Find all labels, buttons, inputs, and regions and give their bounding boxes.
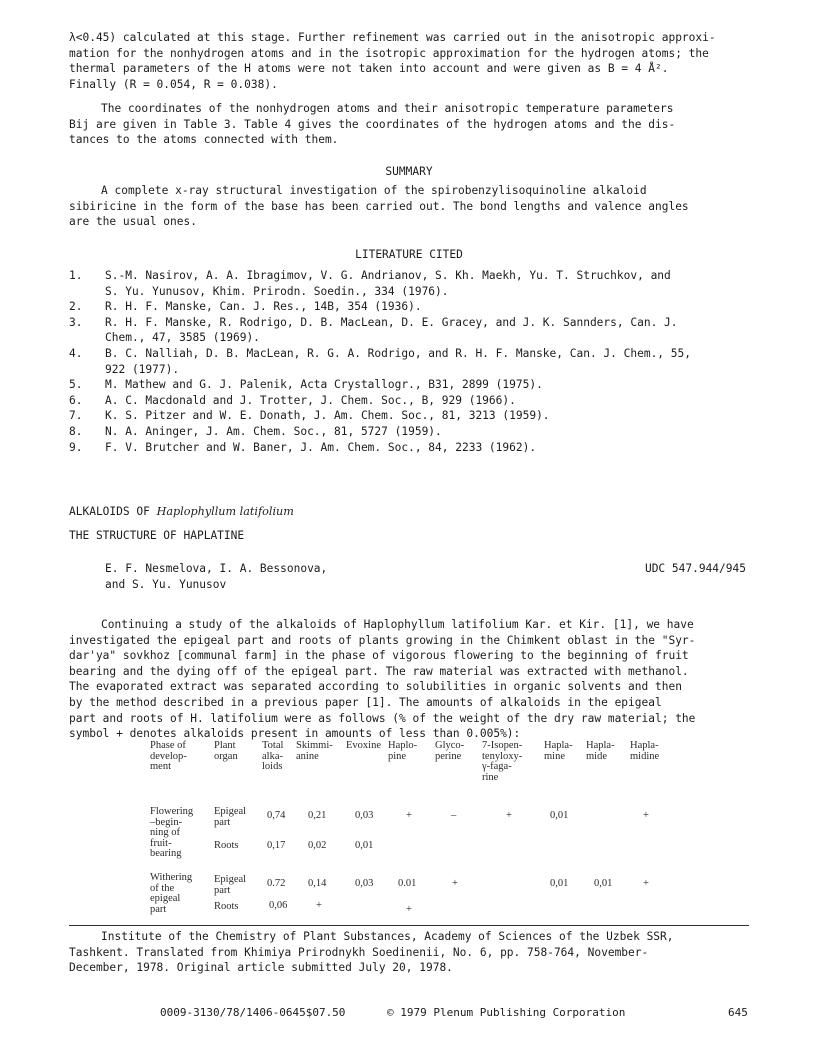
text-line: A complete x-ray structural investigation of the spirobenzylisoquinoline alkaloid [101, 184, 647, 197]
organ-cell: Epigeal part [214, 874, 247, 896]
summary-heading: SUMMARY [385, 165, 433, 178]
coords-paragraph [69, 101, 749, 148]
table-cell: + [506, 810, 512, 821]
table-cell: – [451, 810, 457, 821]
reference-text: A. C. Macdonald and J. Trotter, J. Chem. Soc., B, 929 (1966). [105, 393, 516, 407]
intro-paragraph [69, 30, 749, 92]
alkaloid-table [150, 741, 680, 917]
table-cell: 0,02 [308, 840, 327, 851]
text-line: are the usual ones. [69, 215, 197, 229]
summary-paragraph [69, 183, 749, 230]
table-cell: 0,01 [550, 878, 569, 889]
reference-text: K. S. Pitzer and W. E. Donath, J. Am. Chem. Soc., 81, 3213 (1959). [105, 409, 550, 423]
table-header: Skimmi- anine [296, 740, 333, 762]
reference-text: 922 (1977). [105, 362, 180, 376]
table-cell: + [643, 810, 649, 821]
article-title [69, 504, 294, 520]
literature-heading: LITERATURE CITED [355, 248, 463, 261]
table-header: Plant organ [214, 740, 238, 762]
reference-text: M. Mathew and G. J. Palenik, Acta Crystallogr., B31, 2899 (1975). [105, 378, 543, 392]
text-line: bearing and the dying off of the epigeal part. The raw material was extracted with methanol. [69, 664, 689, 678]
table-cell: 0.01 [398, 878, 417, 889]
authors-line: and S. Yu. Yunusov [105, 577, 227, 591]
table-cell: 0,03 [355, 878, 374, 889]
reference-item [69, 408, 759, 424]
authors [105, 561, 327, 592]
reference-item [69, 268, 759, 299]
reference-text: R. H. F. Manske, R. Rodrigo, D. B. MacLean, D. E. Gracey, and J. K. Sannders, Can. J. [105, 315, 678, 329]
text-line: Tashkent. Translated from Khimiya Prirodnykh Soedinenii, No. 6, pp. 758-764, November- [69, 945, 649, 959]
reference-number: 7. [69, 409, 83, 423]
article-subtitle: THE STRUCTURE OF HAPLATINE [69, 529, 245, 542]
table-header: Hapla- midine [630, 740, 660, 762]
organ-cell: Roots [214, 840, 239, 851]
reference-text: N. A. Aninger, J. Am. Chem. Soc., 81, 5727 (1959). [105, 424, 442, 438]
table-header: Hapla- mine [544, 740, 573, 762]
organ-cell: Roots [214, 901, 239, 912]
text-line: symbol + denotes alkaloids present in amounts of less than 0.005%): [69, 727, 521, 741]
reference-number: 9. [69, 440, 83, 454]
table-cell: 0,06 [269, 900, 288, 911]
text-line: dar'ya" sovkhoz [communal farm] in the phase of vigorous flowering to the beginning of fruit [69, 649, 689, 663]
reference-item [69, 424, 759, 440]
copyright-notice: © 1979 Plenum Publishing Corporation [387, 1006, 626, 1019]
text-line: λ<0.45) calculated at this stage. Further refinement was carried out in the anisotropic approxi- [69, 31, 716, 44]
article-title-species: Haplophyllum latifolium [156, 505, 294, 518]
reference-item [69, 440, 759, 456]
article-title-prefix: ALKALOIDS OF [69, 505, 157, 518]
table-cell: 0,14 [308, 878, 327, 889]
table-cell: 0,74 [267, 810, 286, 821]
table-cell: + [406, 810, 412, 821]
reference-number: 4. [69, 346, 83, 360]
table-cell: 0,01 [550, 810, 569, 821]
phase-label: Withering of the epigeal part [150, 872, 193, 915]
table-cell: 0,21 [308, 810, 327, 821]
reference-item [69, 315, 759, 346]
text-line: by the method described in a previous paper [1]. The amounts of alkaloids in the epigeal [69, 695, 662, 709]
table-header: Hapla- mide [586, 740, 615, 762]
text-line: Bij are given in Table 3. Table 4 gives the coordinates of the hydrogen atoms and the dis- [69, 117, 676, 131]
article-code: 0009-3130/78/1406-0645$07.50 [160, 1006, 346, 1019]
table-header: 7-Isopen- tenyloxy- γ-faga- rine [482, 740, 523, 783]
text-line: Finally (R = 0.054, R = 0.038). [69, 77, 278, 91]
reference-number: 5. [69, 378, 83, 392]
reference-item [69, 299, 759, 315]
table-header: Evoxine [346, 740, 381, 751]
affiliation-note [69, 929, 749, 976]
footnote-rule [69, 925, 749, 926]
table-header: Glyco- perine [435, 740, 465, 762]
reference-item [69, 346, 759, 377]
text-line: Institute of the Chemistry of Plant Substances, Academy of Sciences of the Uzbek SSR, [101, 930, 674, 943]
reference-number: 1. [69, 269, 83, 282]
reference-text: S.-M. Nasirov, A. A. Ibragimov, V. G. Andrianov, S. Kh. Maekh, Yu. T. Struchkov, and [105, 269, 671, 282]
reference-number: 2. [69, 300, 83, 314]
reference-number: 6. [69, 393, 83, 407]
table-cell: + [406, 904, 412, 915]
table-cell: 0,03 [355, 810, 374, 821]
table-cell: + [452, 878, 458, 889]
text-line: part and roots of H. latifolium were as follows (% of the weight of the dry raw material; the [69, 711, 696, 725]
reference-number: 8. [69, 424, 83, 438]
reference-item [69, 377, 759, 393]
text-line: December, 1978. Original article submitted July 20, 1978. [69, 961, 453, 975]
organ-cell: Epigeal part [214, 806, 247, 828]
reference-text: S. Yu. Yunusov, Khim. Prirodn. Soedin., 334 (1976). [105, 284, 449, 298]
reference-text: Chem., 47, 3585 (1969). [105, 331, 260, 345]
reference-list [69, 268, 759, 455]
text-line: thermal parameters of the H atoms were not taken into account and were given as B = 4 Å². [69, 62, 669, 76]
phase-label: Flowering –begin- ning of fruit- bearing [150, 806, 194, 859]
reference-text: R. H. F. Manske, Can. J. Res., 14B, 354 (1936). [105, 300, 422, 314]
table-cell: 0.72 [267, 878, 286, 889]
table-cell: + [643, 878, 649, 889]
text-line: The coordinates of the nonhydrogen atoms and their anisotropic temperature parameters [101, 102, 674, 115]
table-header: Total alka- loids [262, 740, 284, 772]
table-cell: 0,17 [267, 840, 286, 851]
udc-code: UDC 547.944/945 [644, 562, 746, 575]
table-cell: 0,01 [355, 840, 374, 851]
text-line: investigated the epigeal part and roots of plants growing in the Chimkent oblast in the "Syr- [69, 633, 696, 647]
text-line: Continuing a study of the alkaloids of Haplophyllum latifolium Kar. et Kir. [1], we have [101, 618, 694, 631]
table-cell: + [316, 900, 322, 911]
text-line: mation for the nonhydrogen atoms and in the isotropic approximation for the hydrogen atoms; the [69, 46, 709, 60]
reference-text: F. V. Brutcher and W. Baner, J. Am. Chem. Soc., 84, 2233 (1962). [105, 440, 537, 454]
reference-item [69, 393, 759, 409]
table-cell: 0,01 [594, 878, 613, 889]
table-header: Phase of develop- ment [150, 740, 187, 772]
text-line: tances to the atoms connected with them. [69, 133, 339, 147]
reference-text: B. C. Nalliah, D. B. MacLean, R. G. A. Rodrigo, and R. H. F. Manske, Can. J. Chem., 55, [105, 346, 691, 360]
text-line: The evaporated extract was separated according to solubilities in organic solvents and then [69, 680, 682, 694]
body-paragraph [69, 617, 749, 742]
authors-line: E. F. Nesmelova, I. A. Bessonova, [105, 562, 328, 575]
table-header: Haplo- pine [388, 740, 418, 762]
reference-number: 3. [69, 315, 83, 329]
page-number: 645 [728, 1006, 748, 1019]
text-line: sibiricine in the form of the base has been carried out. The bond lengths and valence angles [69, 199, 689, 213]
